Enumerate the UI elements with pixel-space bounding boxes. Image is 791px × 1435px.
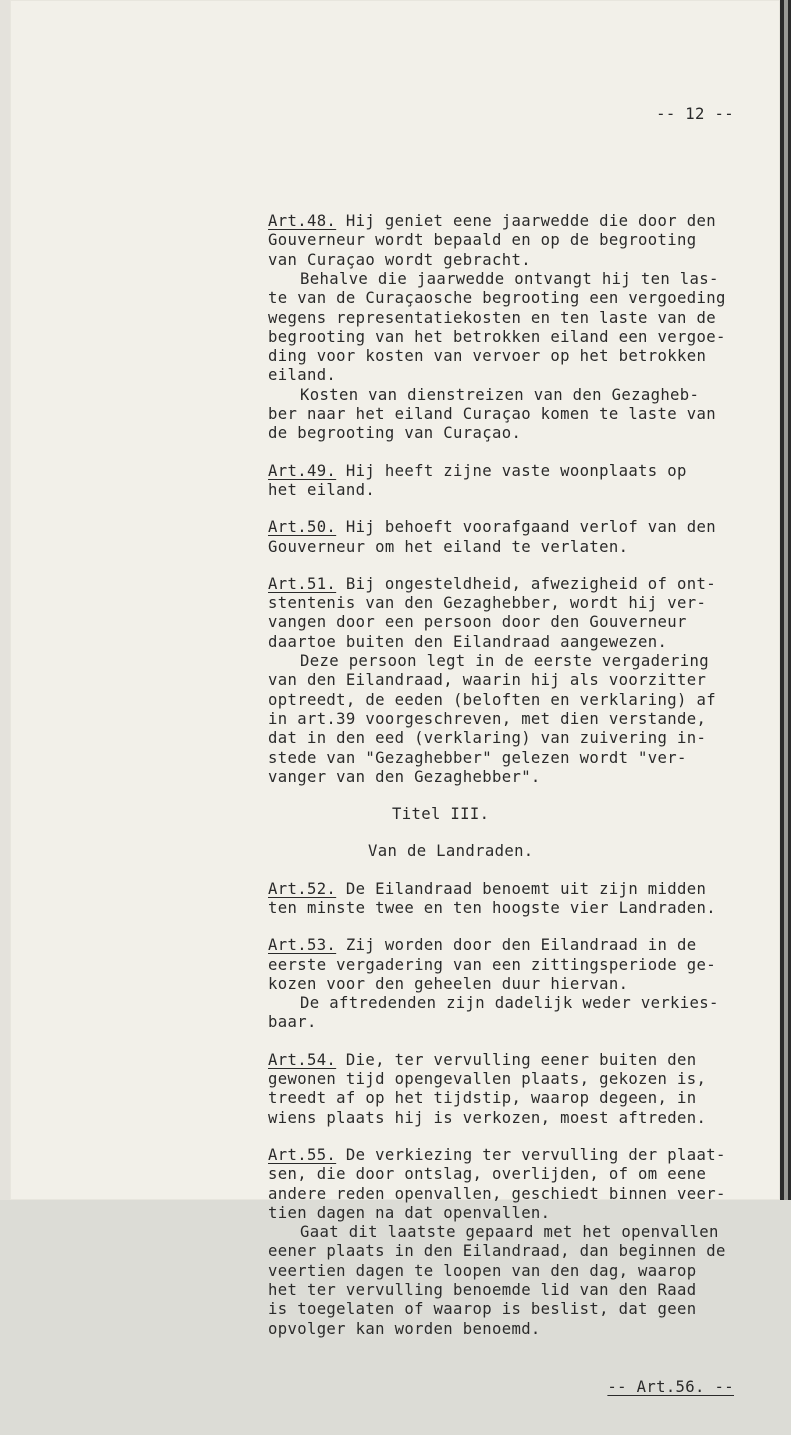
- line-text: het ter vervulling benoemde lid van den Raad: [268, 1281, 697, 1300]
- text-line: [268, 309, 788, 328]
- text-line: [268, 1185, 788, 1204]
- line-text: vanger van den Gezaghebber".: [268, 767, 541, 786]
- catchword-footer: [268, 1378, 734, 1397]
- line-text: van den Eilandraad, waarin hij als voorzitter: [268, 671, 707, 690]
- page-number: -- 12 --: [656, 104, 734, 123]
- article-block: [268, 518, 788, 557]
- text-line: [268, 936, 788, 955]
- article-number: Art.50.: [268, 518, 337, 537]
- text-line: [268, 975, 788, 994]
- line-text: eerste vergadering van een zittingsperiode ge-: [268, 955, 716, 974]
- text-line: [268, 575, 788, 594]
- typewritten-text: [268, 66, 788, 1435]
- line-text: te van de Curaçaosche begrooting een vergoeding: [268, 289, 726, 308]
- text-line: [268, 749, 788, 768]
- text-line: [268, 347, 788, 366]
- line-text: wegens representatiekosten en ten laste van de: [268, 308, 716, 327]
- article-number: Art.51.: [268, 574, 337, 593]
- text-line: [268, 1146, 788, 1165]
- text-line: [268, 729, 788, 748]
- article-number: Art.55.: [268, 1145, 337, 1164]
- line-text: De verkiezing ter vervulling der plaat-: [336, 1145, 726, 1164]
- text-line: [268, 231, 788, 250]
- catchword-text: -- Art.56. --: [607, 1377, 734, 1396]
- article-block: [268, 212, 788, 444]
- line-text: tien dagen na dat openvallen.: [268, 1203, 551, 1222]
- text-line: [268, 405, 788, 424]
- text-line: [268, 1013, 788, 1032]
- text-line: [268, 1089, 788, 1108]
- text-line: [268, 652, 788, 671]
- document-page: [10, 0, 780, 1396]
- text-line: [268, 212, 788, 231]
- article-number: Art.48.: [268, 212, 337, 231]
- text-line: [268, 1109, 788, 1128]
- line-text: Die, ter vervulling eener buiten den: [336, 1050, 697, 1069]
- line-text: sen, die door ontslag, overlijden, of om eene: [268, 1165, 707, 1184]
- line-text: De aftredenden zijn dadelijk weder verkies-: [300, 994, 719, 1013]
- page-left-margin: [0, 0, 10, 1200]
- text-line: [268, 289, 788, 308]
- text-line: [268, 1320, 788, 1339]
- section-heading: Van de Landraden.: [368, 842, 534, 861]
- line-text: de begrooting van Curaçao.: [268, 424, 522, 443]
- text-line: [268, 251, 788, 270]
- line-text: Gouverneur om het eiland te verlaten.: [268, 537, 629, 556]
- text-line: [268, 899, 788, 918]
- text-line: [268, 386, 788, 405]
- text-line: [268, 1242, 788, 1261]
- line-text: gewonen tijd opengevallen plaats, gekozen is,: [268, 1070, 707, 1089]
- text-line: [268, 1262, 788, 1281]
- text-line: [268, 538, 788, 557]
- text-line: [268, 1070, 788, 1089]
- text-line: [268, 481, 788, 500]
- text-line: [268, 366, 788, 385]
- text-line: [268, 1204, 788, 1223]
- text-line: [268, 994, 788, 1013]
- line-text: kozen voor den geheelen duur hiervan.: [268, 974, 629, 993]
- line-text: het eiland.: [268, 480, 376, 499]
- line-text: Behalve die jaarwedde ontvangt hij ten las-: [300, 269, 719, 288]
- line-text: dat in den eed (verklaring) van zuivering in-: [268, 729, 707, 748]
- article-block: [268, 575, 788, 787]
- text-line: [268, 671, 788, 690]
- line-text: eiland.: [268, 366, 337, 385]
- article-block: [268, 1146, 788, 1339]
- article-block: [268, 462, 788, 501]
- line-text: ding voor kosten van vervoer op het betrokken: [268, 347, 707, 366]
- line-text: eener plaats in den Eilandraad, dan beginnen de: [268, 1242, 726, 1261]
- scan-edge-strip: [780, 0, 791, 1200]
- text-line: [268, 518, 788, 537]
- article-block: [268, 1051, 788, 1128]
- line-text: optreedt, de eeden (beloften en verklaring) af: [268, 690, 716, 709]
- line-text: Hij behoeft voorafgaand verlof van den: [336, 518, 716, 537]
- text-line: [268, 594, 788, 613]
- text-line: [268, 1051, 788, 1070]
- line-text: opvolger kan worden benoemd.: [268, 1319, 541, 1338]
- text-line: [268, 768, 788, 787]
- line-text: De Eilandraad benoemt uit zijn midden: [336, 879, 707, 898]
- line-text: baar.: [268, 1013, 317, 1032]
- line-text: ber naar het eiland Curaçao komen te laste van: [268, 405, 716, 424]
- line-text: veertien dagen te loopen van den dag, waarop: [268, 1261, 697, 1280]
- line-text: Hij heeft zijne vaste woonplaats op: [336, 461, 687, 480]
- section-heading: Titel III.: [392, 805, 490, 824]
- text-line: [268, 1300, 788, 1319]
- line-text: stentenis van den Gezaghebber, wordt hij ver-: [268, 594, 707, 613]
- article-number: Art.53.: [268, 936, 337, 955]
- line-text: Deze persoon legt in de eerste vergadering: [300, 652, 710, 671]
- line-text: stede van "Gezaghebber" gelezen wordt "ver-: [268, 748, 687, 767]
- article-number: Art.52.: [268, 879, 337, 898]
- text-line: [268, 328, 788, 347]
- text-line: [268, 270, 788, 289]
- line-text: daartoe buiten den Eilandraad aangewezen.: [268, 632, 668, 651]
- line-text: begrooting van het betrokken eiland een vergoe-: [268, 327, 726, 346]
- document-body: [268, 212, 788, 1339]
- text-line: [268, 613, 788, 632]
- text-line: [268, 1165, 788, 1184]
- line-text: ten minste twee en ten hoogste vier Landraden.: [268, 898, 716, 917]
- text-line: [268, 1281, 788, 1300]
- article-block: [268, 936, 788, 1032]
- line-text: Hij geniet eene jaarwedde die door den: [336, 212, 716, 231]
- text-line: [268, 691, 788, 710]
- line-text: Bij ongesteldheid, afwezigheid of ont-: [336, 574, 716, 593]
- article-number: Art.49.: [268, 461, 337, 480]
- line-text: Kosten van dienstreizen van den Gezagheb-: [300, 385, 700, 404]
- text-line: [268, 462, 788, 481]
- line-text: Gaat dit laatste gepaard met het openvallen: [300, 1223, 719, 1242]
- text-line: [268, 956, 788, 975]
- text-line: [268, 710, 788, 729]
- line-text: is toegelaten of waarop is beslist, dat geen: [268, 1300, 697, 1319]
- line-text: van Curaçao wordt gebracht.: [268, 250, 531, 269]
- line-text: treedt af op het tijdstip, waarop degeen, in: [268, 1089, 697, 1108]
- article-number: Art.54.: [268, 1050, 337, 1069]
- text-line: [268, 633, 788, 652]
- line-text: andere reden openvallen, geschiedt binnen veer-: [268, 1184, 726, 1203]
- line-text: in art.39 voorgeschreven, met dien verstande,: [268, 709, 707, 728]
- text-line: [268, 424, 788, 443]
- article-block: [268, 880, 788, 919]
- text-line: [268, 1223, 788, 1242]
- line-text: wiens plaats hij is verkozen, moest aftreden.: [268, 1108, 707, 1127]
- line-text: vangen door een persoon door den Gouverneur: [268, 613, 687, 632]
- line-text: Gouverneur wordt bepaald en op de begrooting: [268, 231, 697, 250]
- line-text: Zij worden door den Eilandraad in de: [336, 936, 697, 955]
- text-line: [268, 880, 788, 899]
